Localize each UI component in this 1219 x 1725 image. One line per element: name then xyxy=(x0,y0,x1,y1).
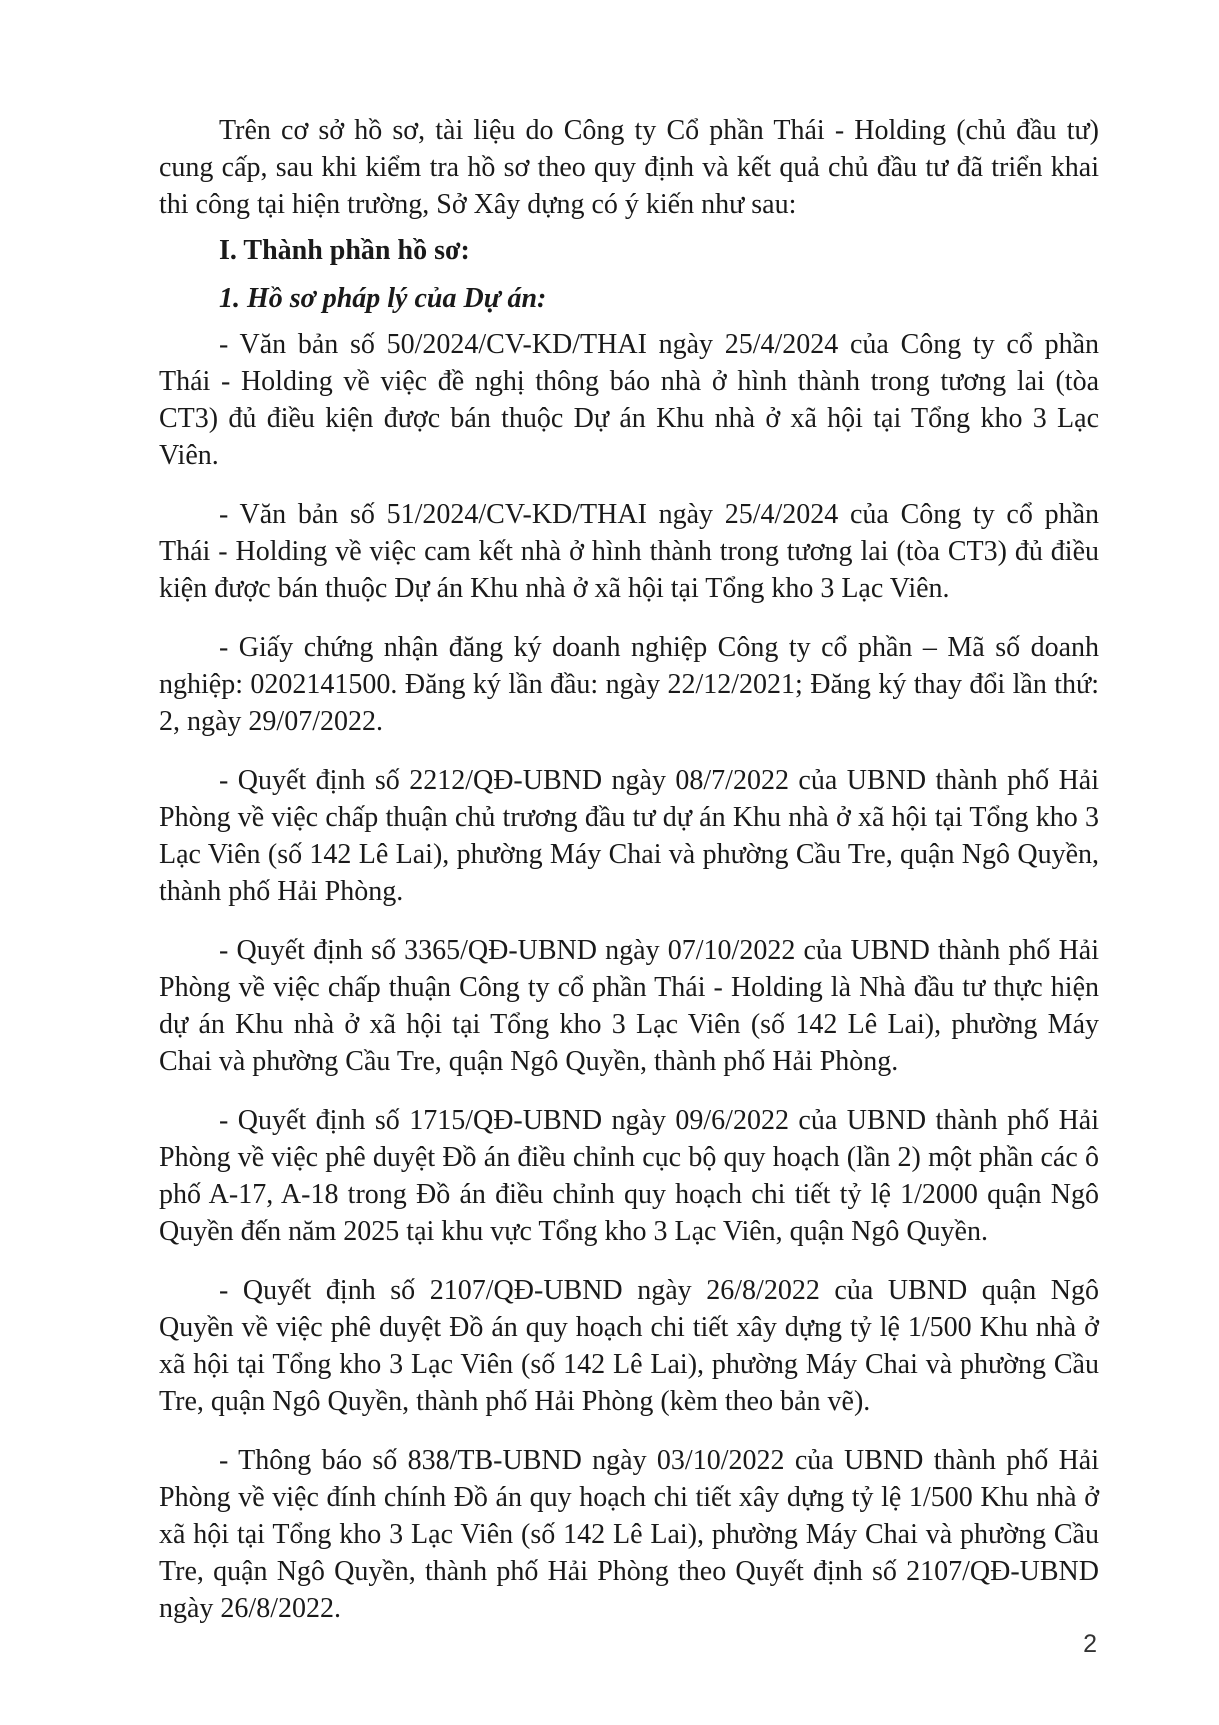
list-item: - Quyết định số 2212/QĐ-UBND ngày 08/7/2022 của UBND thành phố Hải Phòng về việc chấp thuận chủ trương đầu tư dự án Khu nhà ở xã hội tại Tổng kho 3 Lạc Viên (số 142 Lê Lai), phường Máy Chai và phường Cầu Tre, quận Ngô Quyền, thành phố Hải Phòng. xyxy=(159,765,1099,907)
list-item: - Quyết định số 3365/QĐ-UBND ngày 07/10/2022 của UBND thành phố Hải Phòng về việc chấp thuận Công ty cổ phần Thái - Holding là Nhà đầu tư thực hiện dự án Khu nhà ở xã hội tại Tổng kho 3 Lạc Viên (số 142 Lê Lai), phường Máy Chai và phường Cầu Tre, quận Ngô Quyền, thành phố Hải Phòng. xyxy=(159,935,1099,1077)
subsection-heading: 1. Hồ sơ pháp lý của Dự án: xyxy=(219,283,547,314)
list-item: - Văn bản số 50/2024/CV-KD/THAI ngày 25/4/2024 của Công ty cổ phần Thái - Holding về việc đề nghị thông báo nhà ở hình thành trong tương lai (tòa CT3) đủ điều kiện được bán thuộc Dự án Khu nhà ở xã hội tại Tổng kho 3 Lạc Viên. xyxy=(159,329,1099,471)
list-item: - Văn bản số 51/2024/CV-KD/THAI ngày 25/4/2024 của Công ty cổ phần Thái - Holding về việc cam kết nhà ở hình thành trong tương lai (tòa CT3) đủ điều kiện được bán thuộc Dự án Khu nhà ở xã hội tại Tổng kho 3 Lạc Viên. xyxy=(159,499,1099,604)
page-number: 2 xyxy=(1083,1630,1097,1658)
list-item: - Giấy chứng nhận đăng ký doanh nghiệp Công ty cổ phần – Mã số doanh nghiệp: 0202141500. Đăng ký lần đầu: ngày 22/12/2021; Đăng ký thay đổi lần thứ: 2, ngày 29/07/2022. xyxy=(159,632,1099,737)
intro-paragraph: Trên cơ sở hồ sơ, tài liệu do Công ty Cổ phần Thái - Holding (chủ đầu tư) cung cấp, sau khi kiểm tra hồ sơ theo quy định và kết quả chủ đầu tư đã triển khai thi công tại hiện trường, Sở Xây dựng có ý kiến như sau: xyxy=(159,115,1099,220)
section-heading: I. Thành phần hồ sơ: xyxy=(219,235,470,266)
list-item: - Quyết định số 1715/QĐ-UBND ngày 09/6/2022 của UBND thành phố Hải Phòng về việc phê duyệt Đồ án điều chỉnh cục bộ quy hoạch (lần 2) một phần các ô phố A-17, A-18 trong Đồ án điều chỉnh quy hoạch chi tiết tỷ lệ 1/2000 quận Ngô Quyền đến năm 2025 tại khu vực Tổng kho 3 Lạc Viên, quận Ngô Quyền. xyxy=(159,1105,1099,1247)
list-item: - Thông báo số 838/TB-UBND ngày 03/10/2022 của UBND thành phố Hải Phòng về việc đính chính Đồ án quy hoạch chi tiết xây dựng tỷ lệ 1/500 Khu nhà ở xã hội tại Tổng kho 3 Lạc Viên (số 142 Lê Lai), phường Máy Chai và phường Cầu Tre, quận Ngô Quyền, thành phố Hải Phòng theo Quyết định số 2107/QĐ-UBND ngày 26/8/2022. xyxy=(159,1445,1099,1624)
list-item: - Quyết định số 2107/QĐ-UBND ngày 26/8/2022 của UBND quận Ngô Quyền về việc phê duyệt Đồ án quy hoạch chi tiết xây dựng tỷ lệ 1/500 Khu nhà ở xã hội tại Tổng kho 3 Lạc Viên (số 142 Lê Lai), phường Máy Chai và phường Cầu Tre, quận Ngô Quyền, thành phố Hải Phòng (kèm theo bản vẽ). xyxy=(159,1275,1099,1417)
document-page xyxy=(159,112,1099,1649)
